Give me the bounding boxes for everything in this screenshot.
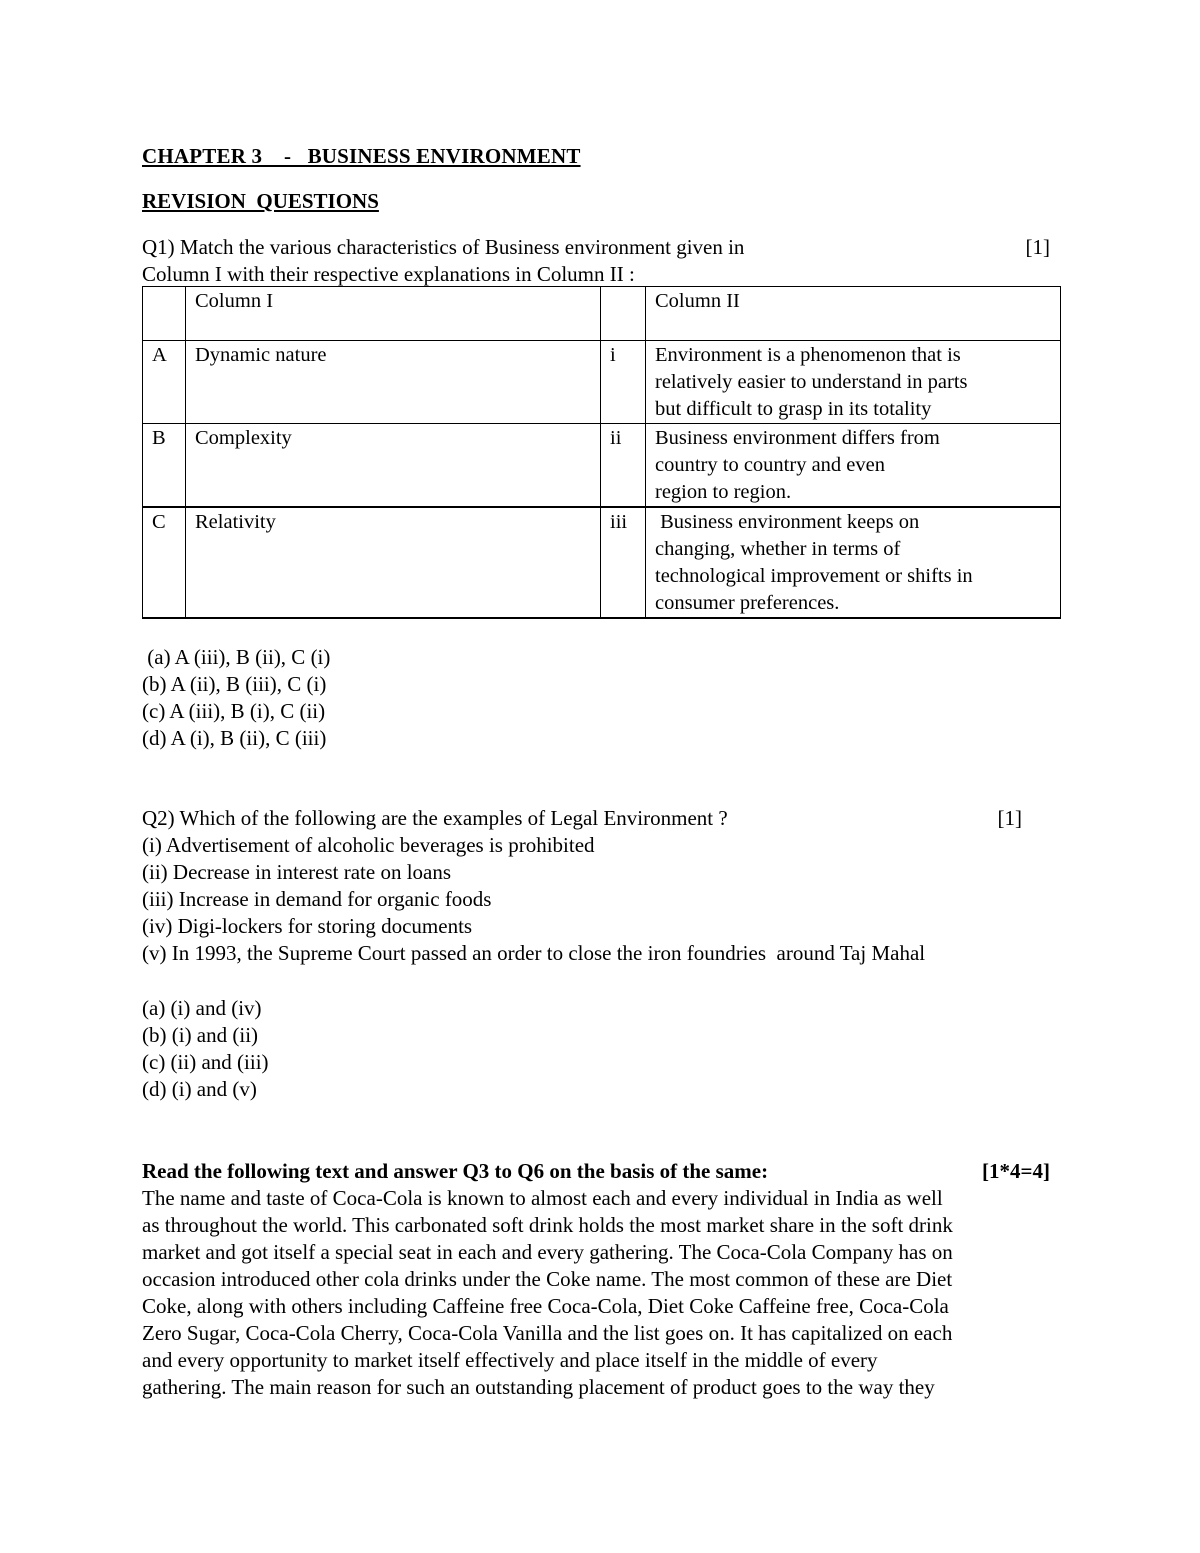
passage-line: The name and taste of Coca-Cola is known to almost each and every individual in India as well xyxy=(142,1186,943,1210)
matching-table xyxy=(142,286,1061,619)
table-cell xyxy=(143,287,186,341)
row-explanation xyxy=(646,424,1061,508)
q1-options xyxy=(142,644,1062,752)
row-term: Complexity xyxy=(186,424,601,508)
q2-options xyxy=(142,995,1062,1103)
q2-item: (ii) Decrease in interest rate on loans xyxy=(142,860,452,884)
table-row xyxy=(143,424,1061,508)
row-term: Dynamic nature xyxy=(186,341,601,424)
table-row xyxy=(143,507,1061,618)
row-key: C xyxy=(143,507,186,618)
passage-line: occasion introduced other cola drinks under the Coke name. The most common of these are Diet xyxy=(142,1267,953,1291)
row-key: A xyxy=(143,341,186,424)
question-1 xyxy=(142,234,1062,288)
explanation-line: consumer preferences. xyxy=(655,592,840,614)
explanation-line: region to region. xyxy=(655,481,792,503)
row-num: iii xyxy=(601,507,646,618)
explanation-line: changing, whether in terms of xyxy=(655,538,901,560)
option-d: (d) A (i), B (ii), C (iii) xyxy=(142,726,327,750)
chapter-title: CHAPTER 3 - BUSINESS ENVIRONMENT xyxy=(142,144,581,168)
row-key: B xyxy=(143,424,186,508)
option-b: (b) (i) and (ii) xyxy=(142,1023,259,1047)
row-explanation xyxy=(646,341,1061,424)
explanation-line: country to country and even xyxy=(655,454,885,476)
revision-heading: REVISION QUESTIONS xyxy=(142,189,379,213)
column-ii-header: Column II xyxy=(646,287,1061,341)
passage-line: gathering. The main reason for such an outstanding placement of product goes to the way they xyxy=(142,1375,935,1399)
passage-instruction: Read the following text and answer Q3 to Q6 on the basis of the same: xyxy=(142,1159,769,1183)
row-term: Relativity xyxy=(186,507,601,618)
table-header-row xyxy=(143,287,1061,341)
passage-line: Coke, along with others including Caffeine free Coca-Cola, Diet Coke Caffeine free, Coca-Cola xyxy=(142,1294,949,1318)
passage-line: as throughout the world. This carbonated soft drink holds the most market share in the soft drink xyxy=(142,1213,953,1237)
q2-item: (iii) Increase in demand for organic foods xyxy=(142,887,492,911)
q1-text-line1: Q1) Match the various characteristics of Business environment given in xyxy=(142,235,745,259)
row-explanation xyxy=(646,507,1061,618)
q2-text: Q2) Which of the following are the examples of Legal Environment ? xyxy=(142,806,728,830)
q2-item: (v) In 1993, the Supreme Court passed an order to close the iron foundries around Taj Mahal xyxy=(142,941,926,965)
q2-item: (iv) Digi-lockers for storing documents xyxy=(142,914,473,938)
passage-line: and every opportunity to market itself effectively and place itself in the middle of every xyxy=(142,1348,878,1372)
row-num: ii xyxy=(601,424,646,508)
passage-line: Zero Sugar, Coca-Cola Cherry, Coca-Cola Vanilla and the list goes on. It has capitalized on each xyxy=(142,1321,953,1345)
passage-text xyxy=(142,1185,1062,1401)
explanation-line: Business environment differs from xyxy=(655,427,940,449)
passage-line: market and got itself a special seat in each and every gathering. The Coca-Cola Company has on xyxy=(142,1240,953,1264)
option-a: (a) A (iii), B (ii), C (i) xyxy=(142,645,331,669)
column-i-header: Column I xyxy=(186,287,601,341)
option-d: (d) (i) and (v) xyxy=(142,1077,257,1101)
question-2 xyxy=(142,805,1062,967)
q2-marks: [1] xyxy=(997,806,1022,830)
explanation-line: technological improvement or shifts in xyxy=(655,565,973,587)
explanation-line: relatively easier to understand in parts xyxy=(655,371,968,393)
option-c: (c) (ii) and (iii) xyxy=(142,1050,269,1074)
option-a: (a) (i) and (iv) xyxy=(142,996,262,1020)
table-cell xyxy=(601,287,646,341)
q1-text-line2: Column I with their respective explanations in Column II : xyxy=(142,262,635,286)
passage-instruction-row xyxy=(142,1158,1062,1185)
table-row xyxy=(143,341,1061,424)
q1-marks: [1] xyxy=(1025,235,1050,259)
row-num: i xyxy=(601,341,646,424)
explanation-line: but difficult to grasp in its totality xyxy=(655,398,932,420)
q2-item: (i) Advertisement of alcoholic beverages is prohibited xyxy=(142,833,595,857)
explanation-line: Business environment keeps on xyxy=(655,511,920,533)
option-b: (b) A (ii), B (iii), C (i) xyxy=(142,672,327,696)
option-c: (c) A (iii), B (i), C (ii) xyxy=(142,699,326,723)
explanation-line: Environment is a phenomenon that is xyxy=(655,344,961,366)
passage-marks: [1*4=4] xyxy=(982,1159,1050,1183)
